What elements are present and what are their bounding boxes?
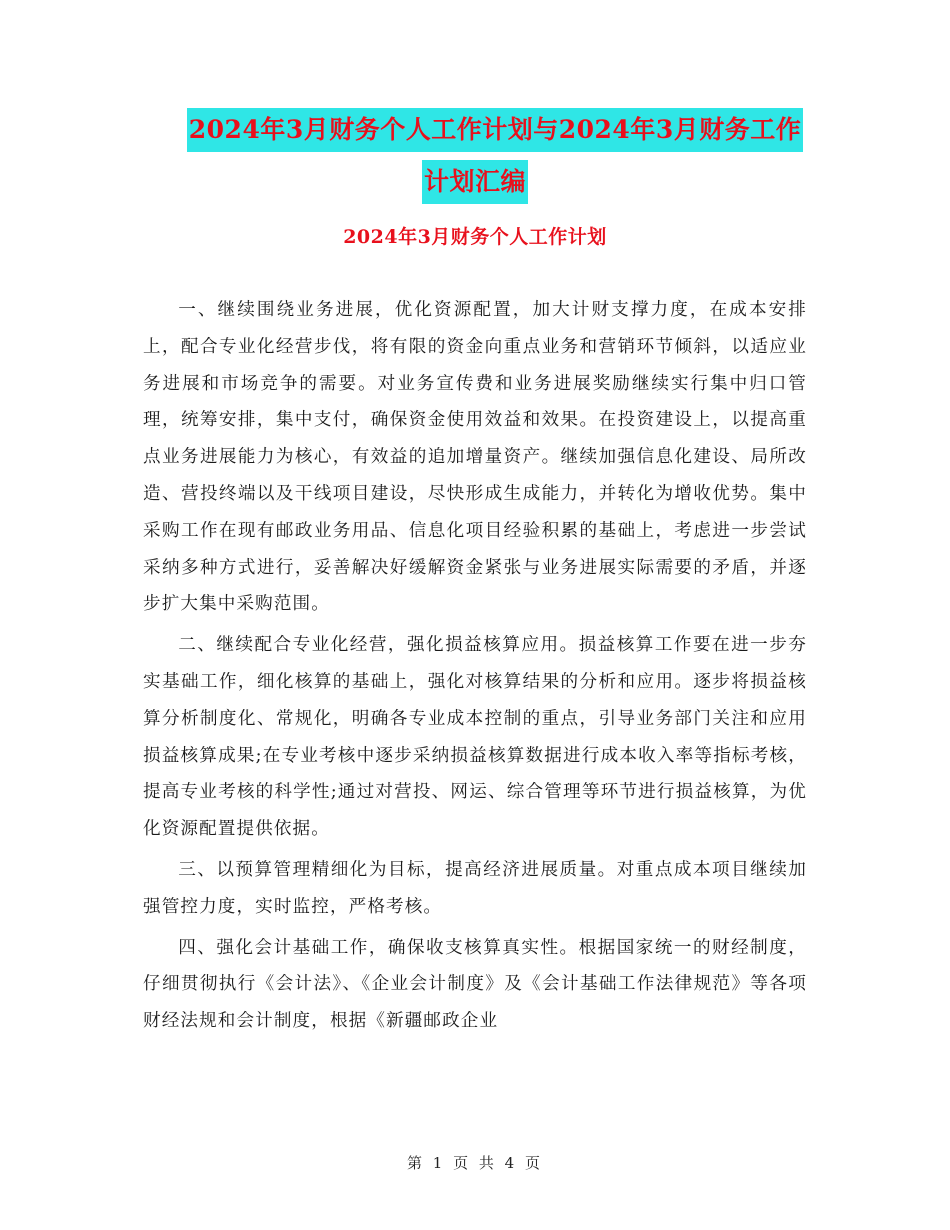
title-line-1: 2024年3月财务个人工作计划与2024年3月财务工作 <box>187 108 803 152</box>
document-body <box>143 292 807 1040</box>
section-heading: 2024年3月财务个人工作计划 <box>343 226 607 248</box>
paragraph-3: 三、以预算管理精细化为目标，提高经济进展质量。对重点成本项目继续加强管控力度，实时监控，严格考核。 <box>143 859 807 917</box>
document-title <box>0 108 950 204</box>
page-footer: 第 1 页 共 4 页 <box>407 1154 543 1172</box>
paragraph-4: 四、强化会计基础工作，确保收支核算真实性。根据国家统一的财经制度，仔细贯彻执行《会计法》、《企业会计制度》及《会计基础工作法律规范》等各项财经法规和会计制度，根据《新疆邮政企业 <box>143 937 807 1032</box>
paragraph-2: 二、继续配合专业化经营，强化损益核算应用。损益核算工作要在进一步夯实基础工作，细化核算的基础上，强化对核算结果的分析和应用。逐步将损益核算分析制度化、常规化，明确各专业成本控制的重点，引导业务部门关注和应用损益核算成果;在专业考核中逐步采纳损益核算数据进行成本收入率等指标考核，提高专业考核的科学性;通过对营投、网运、综合管理等环节进行损益核算，为优化资源配置提供依据。 <box>143 635 807 840</box>
paragraph-1: 一、继续围绕业务进展，优化资源配置，加大计财支撑力度，在成本安排上，配合专业化经营步伐，将有限的资金向重点业务和营销环节倾斜，以适应业务进展和市场竞争的需要。对业务宣传费和业务进展奖励继续实行集中归口管理，统筹安排，集中支付，确保资金使用效益和效果。在投资建设上，以提高重点业务进展能力为核心，有效益的追加增量资产。继续加强信息化建设、局所改造、营投终端以及干线项目建设，尽快形成生成能力，并转化为增收优势。集中采购工作在现有邮政业务用品、信息化项目经验积累的基础上，考虑进一步尝试采纳多种方式进行，妥善解决好缓解资金紧张与业务进展实际需要的矛盾，并逐步扩大集中采购范围。 <box>143 300 807 615</box>
title-line-2: 计划汇编 <box>422 160 528 204</box>
